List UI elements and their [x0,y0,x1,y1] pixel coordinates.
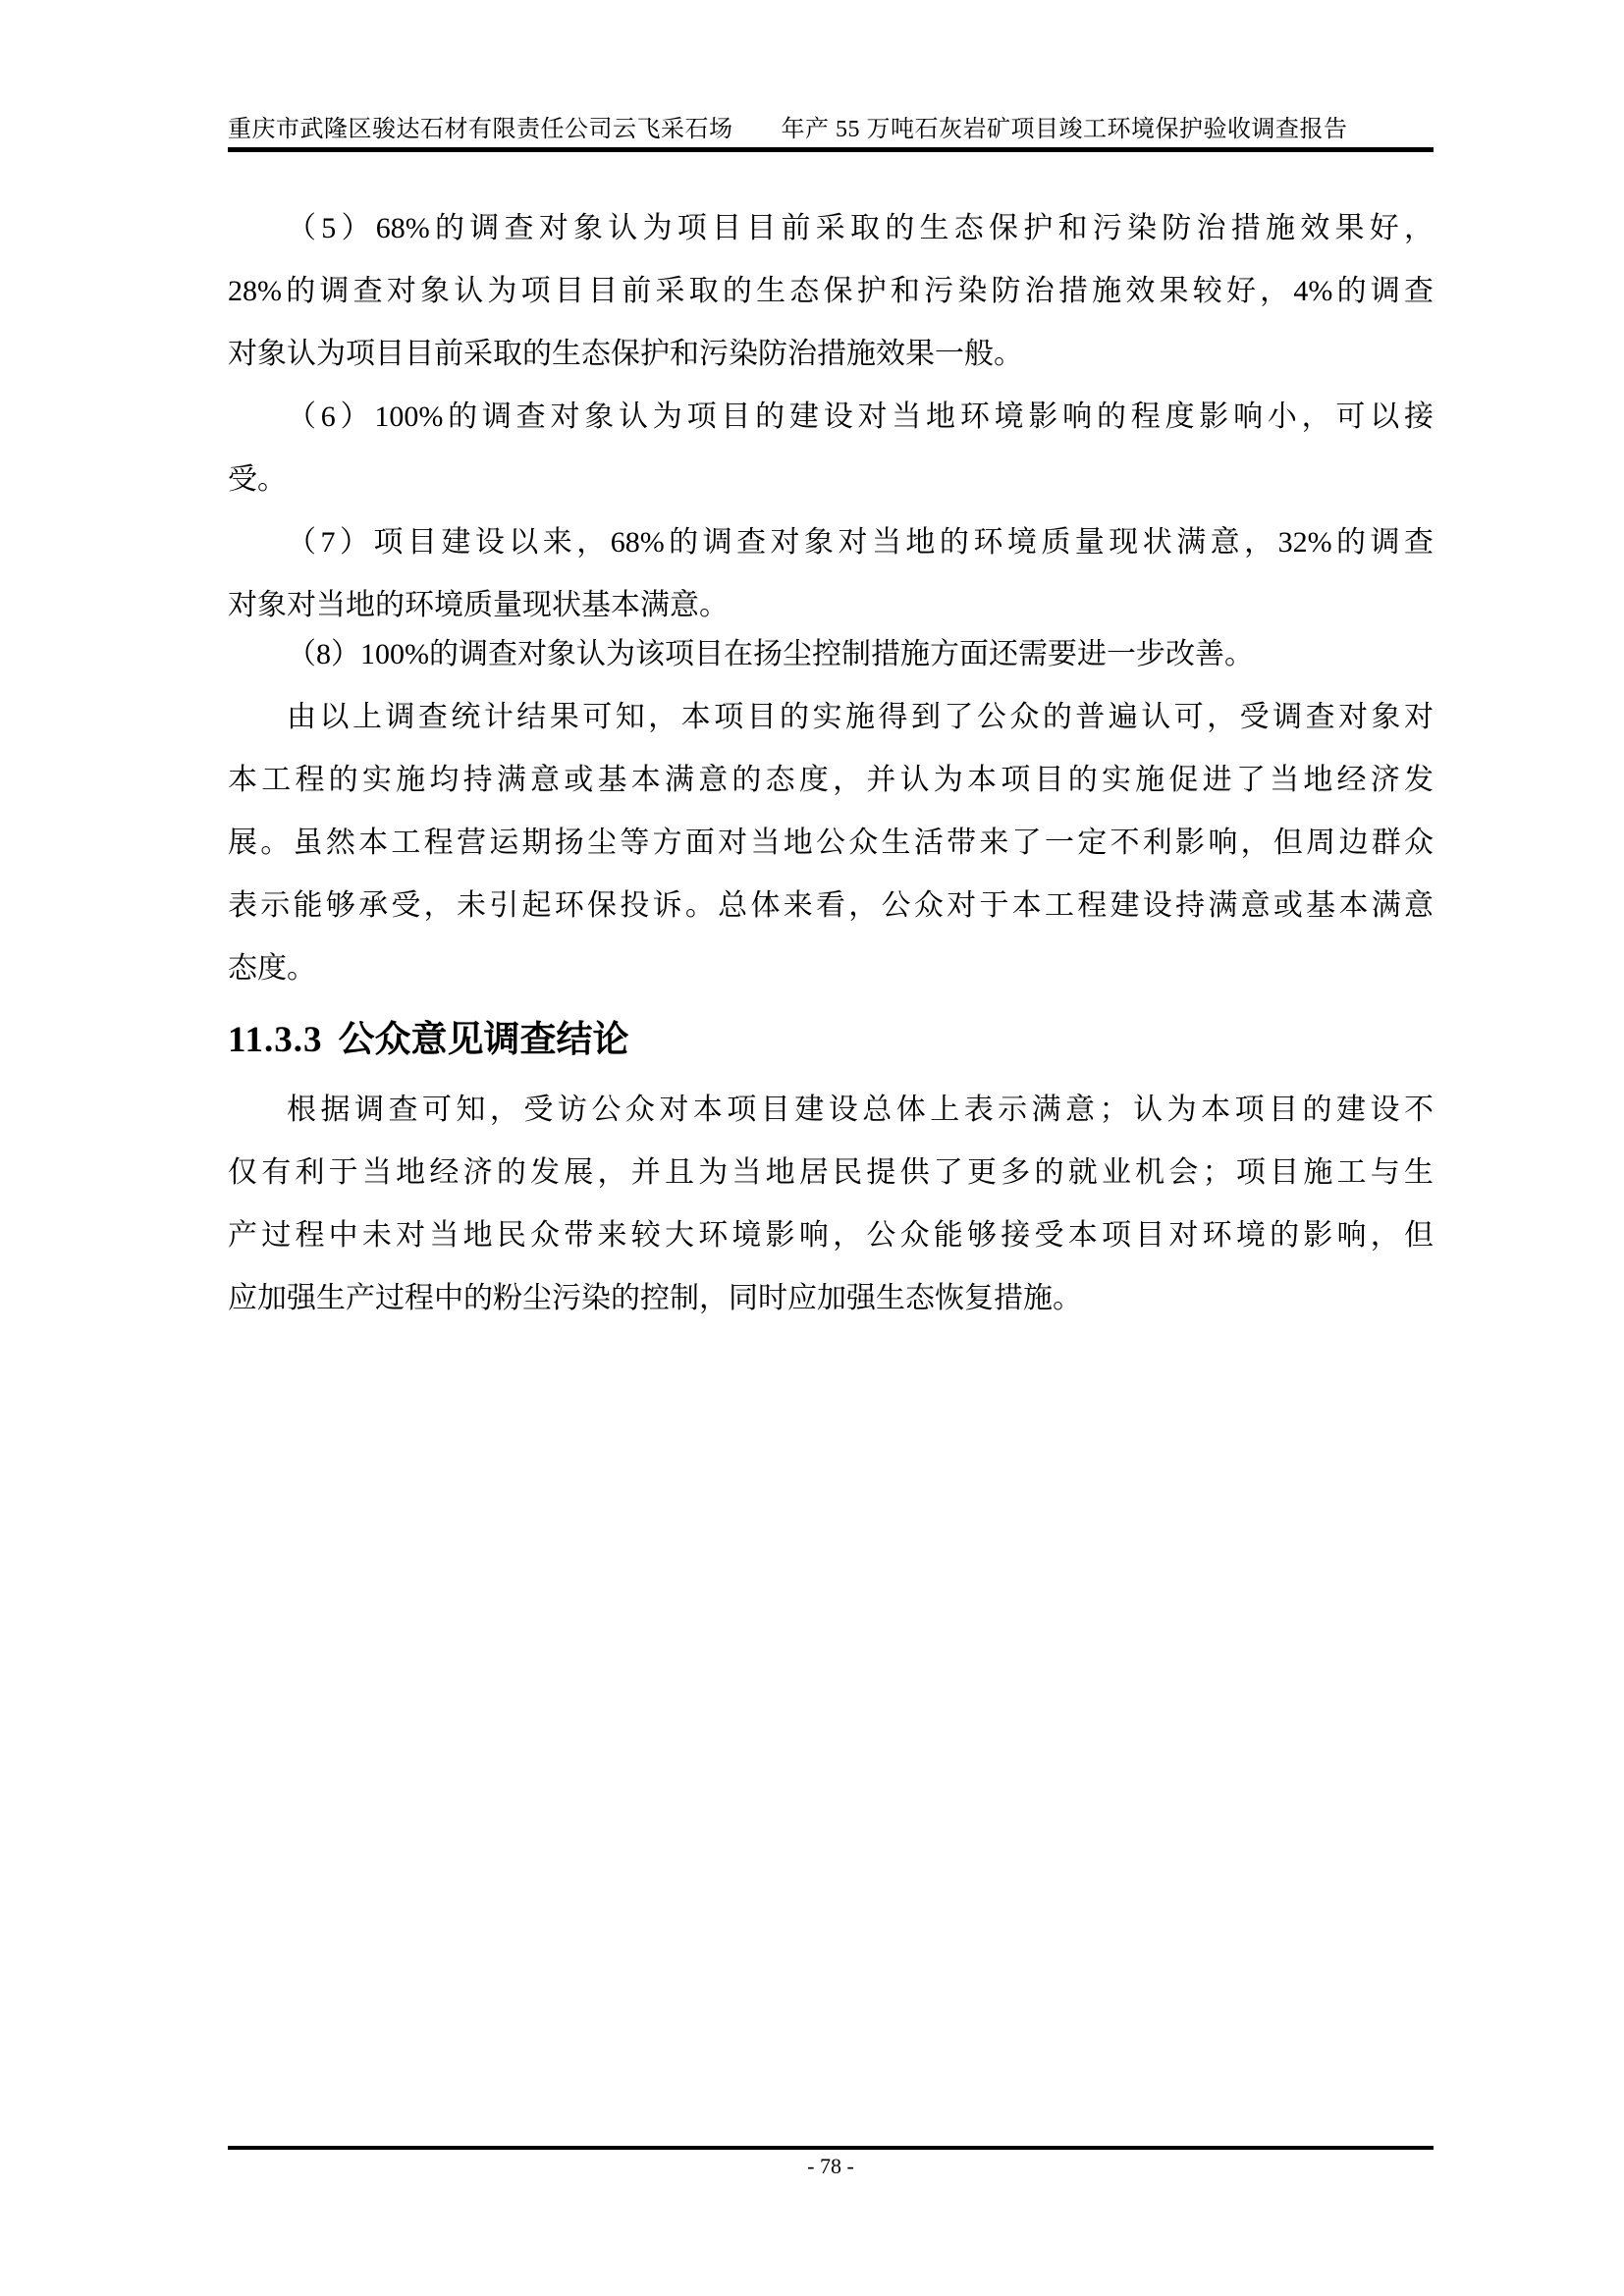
section-heading [228,1019,1434,1062]
body-line: 态度。 [228,952,316,985]
footer-rule [228,2146,1434,2150]
body-line: （5）68%的调查对象认为项目目前采取的生态保护和污染防治措施效果好， [287,212,1434,244]
body-line: 对象认为项目目前采取的生态保护和污染防治措施效果一般。 [228,338,1023,370]
body-line: 产过程中未对当地民众带来较大环境影响，公众能够接受本项目对环境的影响，但 [228,1219,1434,1252]
body-line: 28%的调查对象认为项目目前采取的生态保护和污染防治措施效果较好，4%的调查 [228,275,1434,307]
body-line: 展。虽然本工程营运期扬尘等方面对当地公众生活带来了一定不利影响，但周边群众 [228,827,1434,859]
body-line: （7）项目建设以来，68%的调查对象对当地的环境质量现状满意，32%的调查 [287,526,1434,559]
body-line: （8）100%的调查对象认为该项目在扬尘控制措施方面还需要进一步改善。 [287,638,1254,670]
body-line: 由以上调查统计结果可知，本项目的实施得到了公众的普遍认可，受调查对象对 [287,701,1434,733]
body-line: 本工程的实施均持满意或基本满意的态度，并认为本项目的实施促进了当地经济发 [228,764,1434,796]
body-line: 表示能够承受，未引起环保投诉。总体来看，公众对于本工程建设持满意或基本满意 [228,889,1434,922]
section-heading-title: 公众意见调查结论 [338,1020,629,1060]
body-line: 受。 [228,463,287,496]
document-body [228,197,1434,1330]
page-number: - 78 - [807,2154,854,2178]
running-header: 重庆市武隆区骏达石材有限责任公司云飞采石场 年产 55 万吨石灰岩矿项目竣工环境保护验收调查报告 [228,117,1348,142]
body-line: 对象对当地的环境质量现状基本满意。 [228,589,729,621]
header-rule [228,147,1434,152]
section-heading-number: 11.3.3 [228,1020,323,1060]
body-line: 根据调查可知，受访公众对本项目建设总体上表示满意；认为本项目的建设不 [287,1094,1434,1126]
body-line: 应加强生产过程中的粉尘污染的控制，同时应加强生态恢复措施。 [228,1282,1082,1314]
body-line: （6）100%的调查对象认为项目的建设对当地环境影响的程度影响小，可以接 [287,400,1434,433]
body-line: 仅有利于当地经济的发展，并且为当地居民提供了更多的就业机会；项目施工与生 [228,1156,1434,1189]
